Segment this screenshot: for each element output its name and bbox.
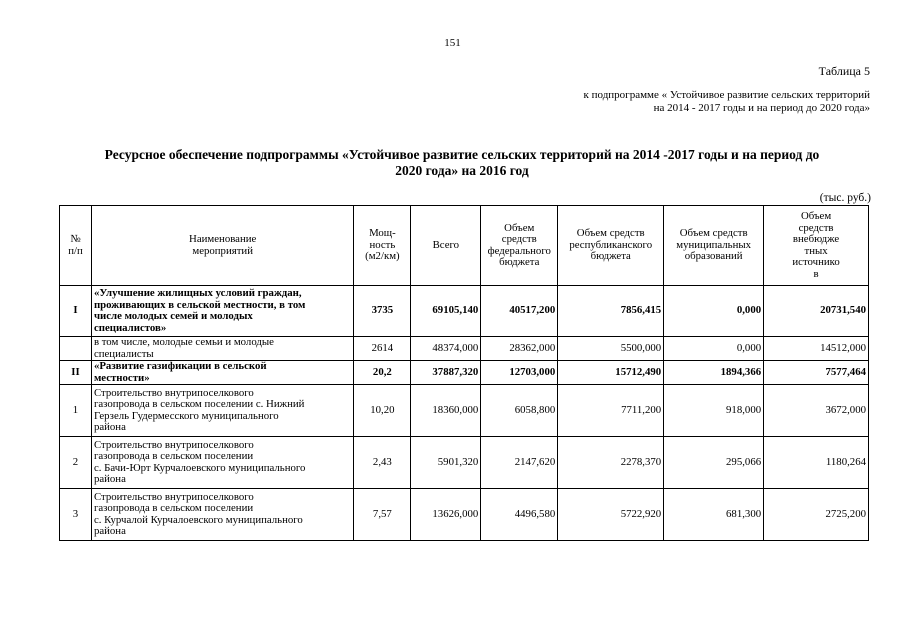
cell-name bbox=[91, 286, 353, 337]
cell-name-line: района bbox=[93, 473, 126, 485]
header-line: Объем bbox=[504, 221, 535, 234]
cell-name bbox=[91, 437, 353, 489]
header-line: п/п bbox=[68, 244, 83, 257]
cell-total: 13626,000 bbox=[411, 489, 481, 541]
cell-federal: 2147,620 bbox=[481, 437, 558, 489]
cell-name-line: специалисты bbox=[93, 347, 154, 360]
header-line: Всего bbox=[432, 238, 460, 251]
table-row bbox=[60, 337, 869, 361]
header-line: ность bbox=[369, 238, 396, 251]
cell-municipal: 918,000 bbox=[664, 385, 764, 437]
cell-name-line: с. Курчалой Курчалоевского муниципального bbox=[93, 513, 303, 526]
units-label: (тыс. руб.) bbox=[819, 192, 871, 204]
cell-name bbox=[91, 489, 353, 541]
cell-name-line: числе молодых семей и молодых bbox=[93, 310, 253, 322]
cell-offbudget: 7577,464 bbox=[764, 361, 869, 385]
cell-name bbox=[91, 337, 353, 361]
page-number: 151 bbox=[444, 37, 461, 49]
header-line: (м2/км) bbox=[365, 250, 400, 263]
cell-name-line: района bbox=[93, 525, 126, 537]
cell-num: II bbox=[60, 361, 92, 385]
document-title-line: 2020 года» на 2016 год bbox=[395, 163, 529, 178]
header-line: муниципальных bbox=[676, 238, 752, 251]
cell-municipal: 0,000 bbox=[664, 286, 764, 337]
cell-municipal: 0,000 bbox=[664, 337, 764, 361]
cell-name-line: «Развитие газификации в сельской bbox=[93, 360, 267, 372]
header-line: Мощ- bbox=[369, 227, 396, 240]
cell-num: 3 bbox=[60, 489, 92, 541]
cell-name-line: района bbox=[93, 421, 126, 433]
cell-capacity: 2,43 bbox=[354, 437, 411, 489]
cell-municipal: 1894,366 bbox=[664, 361, 764, 385]
cell-name-line: газопровода в сельском поселении bbox=[93, 502, 254, 514]
subprogram-reference-line: к подпрограмме « Устойчивое развитие сельских территорий bbox=[583, 89, 870, 101]
header-line: Наименование bbox=[189, 233, 257, 245]
header-capacity bbox=[354, 206, 411, 286]
document-title bbox=[62, 147, 862, 179]
cell-name bbox=[91, 361, 353, 385]
cell-republic: 5722,920 bbox=[558, 489, 664, 541]
cell-name bbox=[91, 385, 353, 437]
cell-federal: 6058,800 bbox=[481, 385, 558, 437]
cell-municipal: 681,300 bbox=[664, 489, 764, 541]
subprogram-reference-line: на 2014 - 2017 годы и на период до 2020 года» bbox=[653, 102, 870, 114]
header-line: средств bbox=[501, 233, 537, 245]
header-offbudget bbox=[764, 206, 869, 286]
cell-total: 48374,000 bbox=[411, 337, 481, 361]
cell-total: 5901,320 bbox=[411, 437, 481, 489]
cell-capacity: 7,57 bbox=[354, 489, 411, 541]
cell-capacity: 3735 bbox=[354, 286, 411, 337]
header-line: источнико bbox=[792, 256, 840, 268]
header-line: бюджета bbox=[590, 250, 631, 263]
cell-total: 69105,140 bbox=[411, 286, 481, 337]
cell-offbudget: 1180,264 bbox=[764, 437, 869, 489]
document-title-line: Ресурсное обеспечение подпрограммы «Устойчивое развитие сельских территорий на 2014 -2017 годы и на период до bbox=[104, 147, 820, 162]
cell-federal: 12703,000 bbox=[481, 361, 558, 385]
header-num bbox=[60, 206, 92, 286]
cell-name-line: Строительство внутрипоселкового bbox=[93, 438, 254, 451]
cell-capacity: 20,2 bbox=[354, 361, 411, 385]
table-row bbox=[60, 437, 869, 489]
cell-name-line: проживающих в сельской местности, в том bbox=[93, 298, 306, 311]
header-line: средств bbox=[798, 221, 834, 234]
header-line: мероприятий bbox=[192, 244, 253, 257]
table-row bbox=[60, 286, 869, 337]
header-name bbox=[91, 206, 353, 286]
cell-num bbox=[60, 337, 92, 361]
cell-republic: 7711,200 bbox=[558, 385, 664, 437]
subprogram-reference bbox=[584, 89, 870, 115]
cell-offbudget: 3672,000 bbox=[764, 385, 869, 437]
cell-name-line: «Улучшение жилищных условий граждан, bbox=[93, 287, 302, 299]
cell-name-line: Строительство внутрипоселкового bbox=[93, 386, 254, 399]
header-line: республиканского bbox=[569, 238, 653, 251]
cell-offbudget: 20731,540 bbox=[764, 286, 869, 337]
cell-republic: 7856,415 bbox=[558, 286, 664, 337]
cell-municipal: 295,066 bbox=[664, 437, 764, 489]
header-line: Объем bbox=[800, 210, 832, 222]
header-federal bbox=[481, 206, 558, 286]
header-line: бюджета bbox=[499, 256, 540, 268]
cell-num: 1 bbox=[60, 385, 92, 437]
cell-name-line: с. Бачи-Юрт Курчалоевского муниципального bbox=[93, 461, 306, 474]
cell-offbudget: 2725,200 bbox=[764, 489, 869, 541]
table-row bbox=[60, 385, 869, 437]
cell-republic: 15712,490 bbox=[558, 361, 664, 385]
cell-name-line: местности» bbox=[93, 371, 150, 384]
cell-name-line: газопровода в сельском поселении с. Нижний bbox=[93, 398, 305, 410]
cell-offbudget: 14512,000 bbox=[764, 337, 869, 361]
table-label: Таблица 5 bbox=[818, 64, 870, 78]
cell-federal: 4496,580 bbox=[481, 489, 558, 541]
resource-table bbox=[59, 205, 869, 541]
header-line: внебюдже bbox=[792, 233, 840, 245]
table-header-row bbox=[60, 206, 869, 286]
cell-republic: 2278,370 bbox=[558, 437, 664, 489]
cell-total: 37887,320 bbox=[411, 361, 481, 385]
cell-capacity: 2614 bbox=[354, 337, 411, 361]
header-line: Объем средств bbox=[576, 227, 645, 240]
header-line: федерального bbox=[487, 244, 551, 257]
cell-name-line: Строительство внутрипоселкового bbox=[93, 490, 254, 503]
cell-capacity: 10,20 bbox=[354, 385, 411, 437]
cell-num: 2 bbox=[60, 437, 92, 489]
cell-name-line: газопровода в сельском поселении bbox=[93, 450, 254, 462]
cell-name-line: Герзель Гудермесского муниципального bbox=[93, 409, 279, 422]
cell-name-line: в том числе, молодые семьи и молодые bbox=[93, 336, 274, 348]
table-row bbox=[60, 361, 869, 385]
header-line: № bbox=[70, 233, 81, 245]
cell-federal: 28362,000 bbox=[481, 337, 558, 361]
header-line: образований bbox=[684, 250, 743, 263]
cell-name-line: специалистов» bbox=[93, 321, 167, 334]
header-line: Объем средств bbox=[679, 227, 748, 240]
cell-num: I bbox=[60, 286, 92, 337]
header-line: тных bbox=[804, 244, 828, 257]
cell-republic: 5500,000 bbox=[558, 337, 664, 361]
header-municipal bbox=[664, 206, 764, 286]
cell-total: 18360,000 bbox=[411, 385, 481, 437]
cell-federal: 40517,200 bbox=[481, 286, 558, 337]
header-total bbox=[411, 206, 481, 286]
header-republic bbox=[558, 206, 664, 286]
header-line: в bbox=[813, 267, 819, 280]
table-row bbox=[60, 489, 869, 541]
